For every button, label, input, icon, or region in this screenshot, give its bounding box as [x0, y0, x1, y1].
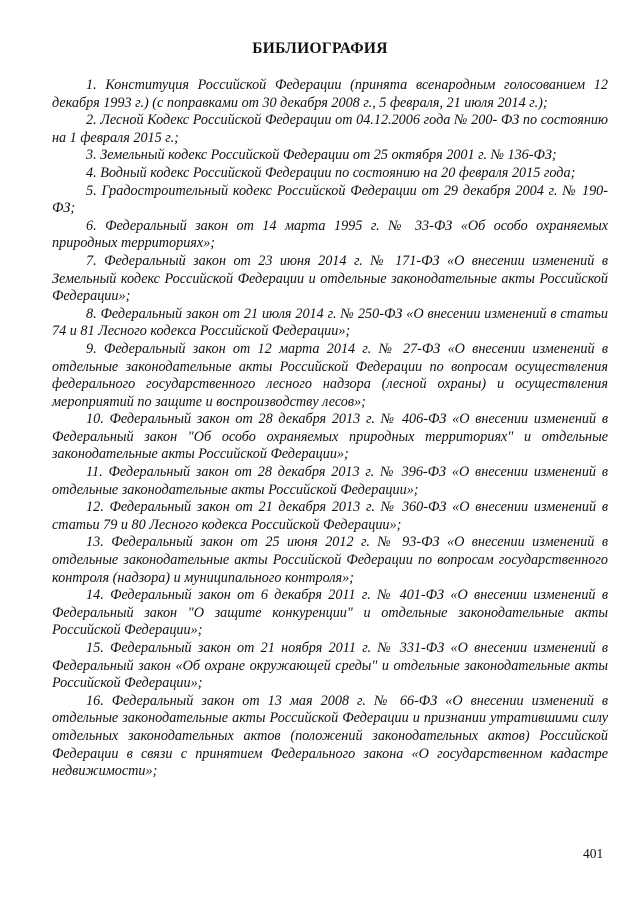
bibliography-entry: 5. Градостроительный кодекс Российской Федерации от 29 декабря 2004 г. № 190-ФЗ; [52, 182, 608, 217]
bibliography-entry: 3. Земельный кодекс Российской Федерации от 25 октября 2001 г. № 136-ФЗ; [86, 147, 557, 164]
bibliography-entry: 13. Федеральный закон от 25 июня 2012 г. № 93-ФЗ «О внесении изменений в отдельные законодательные акты Российской Федерации по вопросам государственного контроля (надзора) и муниципального контроля»; [52, 534, 608, 586]
bibliography-list [52, 77, 608, 781]
bibliography-entry: 14. Федеральный закон от 6 декабря 2011 г. № 401-ФЗ «О внесении изменений в Федеральный закон "О защите конкуренции" и отдельные законодательные акты Российской Федерации»; [52, 587, 608, 639]
bibliography-entry: 11. Федеральный закон от 28 декабря 2013 г. № 396-ФЗ «О внесении изменений в отдельные законодательные акты Российской Федерации»; [52, 464, 608, 498]
bibliography-entry: 8. Федеральный закон от 21 июля 2014 г. № 250-ФЗ «О внесении изменений в статьи 74 и 81 Лесного кодекса Российской Федерации»; [52, 305, 608, 340]
bibliography-entry: 9. Федеральный закон от 12 марта 2014 г. № 27-ФЗ «О внесении изменений в отдельные законодательные акты Российской Федерации по вопросам осуществления федерального государственного лесного надзора (лесной охраны) и осуществления мероприятий по защите и воспроизводству лесов»; [52, 340, 608, 410]
page-title: БИБЛИОГРАФИЯ [252, 40, 388, 57]
bibliography-entry: 10. Федеральный закон от 28 декабря 2013 г. № 406-ФЗ «О внесении изменений в Федеральный закон "Об особо охраняемых природных территориях" и отдельные законодательные акты Российской Федерации»; [52, 411, 608, 463]
bibliography-entry: 4. Водный кодекс Российской Федерации по состоянию на 20 февраля 2015 года; [86, 164, 576, 181]
bibliography-entry: 12. Федеральный закон от 21 декабря 2013 г. № 360-ФЗ «О внесении изменений в статьи 79 и 80 Лесного кодекса Российской Федерации»; [52, 499, 608, 533]
page-number: 401 [583, 846, 604, 861]
bibliography-entry: 7. Федеральный закон от 23 июня 2014 г. № 171-ФЗ «О внесении изменений в Земельный кодекс Российской Федерации и отдельные законодательные акты Российской Федерации»; [52, 252, 608, 305]
bibliography-entry: 15. Федеральный закон от 21 ноября 2011 г. № 331-ФЗ «О внесении изменений в Федеральный закон «Об охране окружающей среды" и отдельные законодательные акты Российской Федерации»; [52, 640, 608, 692]
bibliography-entry: 6. Федеральный закон от 14 марта 1995 г. № 33-ФЗ «Об особо охраняемых природных территориях»; [52, 217, 608, 252]
bibliography-entry: 1. Конституция Российской Федерации (принята всенародным голосованием 12 декабря 1993 г.) (с поправками от 30 декабря 2008 г., 5 февраля, 21 июля 2014 г.); [52, 77, 608, 111]
bibliography-entry: 16. Федеральный закон от 13 мая 2008 г. № 66-ФЗ «О внесении изменений в отдельные законодательные акты Российской Федерации и признании утратившими силу отдельных законодательных актов (положений законодательных актов) Российской Федерации в связи с принятием Федерального закона «О государственном кадастре недвижимости»; [52, 692, 608, 780]
bibliography-entry: 2. Лесной Кодекс Российской Федерации от 04.12.2006 года № 200- ФЗ по состоянию на 1 февраля 2015 г.; [52, 112, 608, 146]
